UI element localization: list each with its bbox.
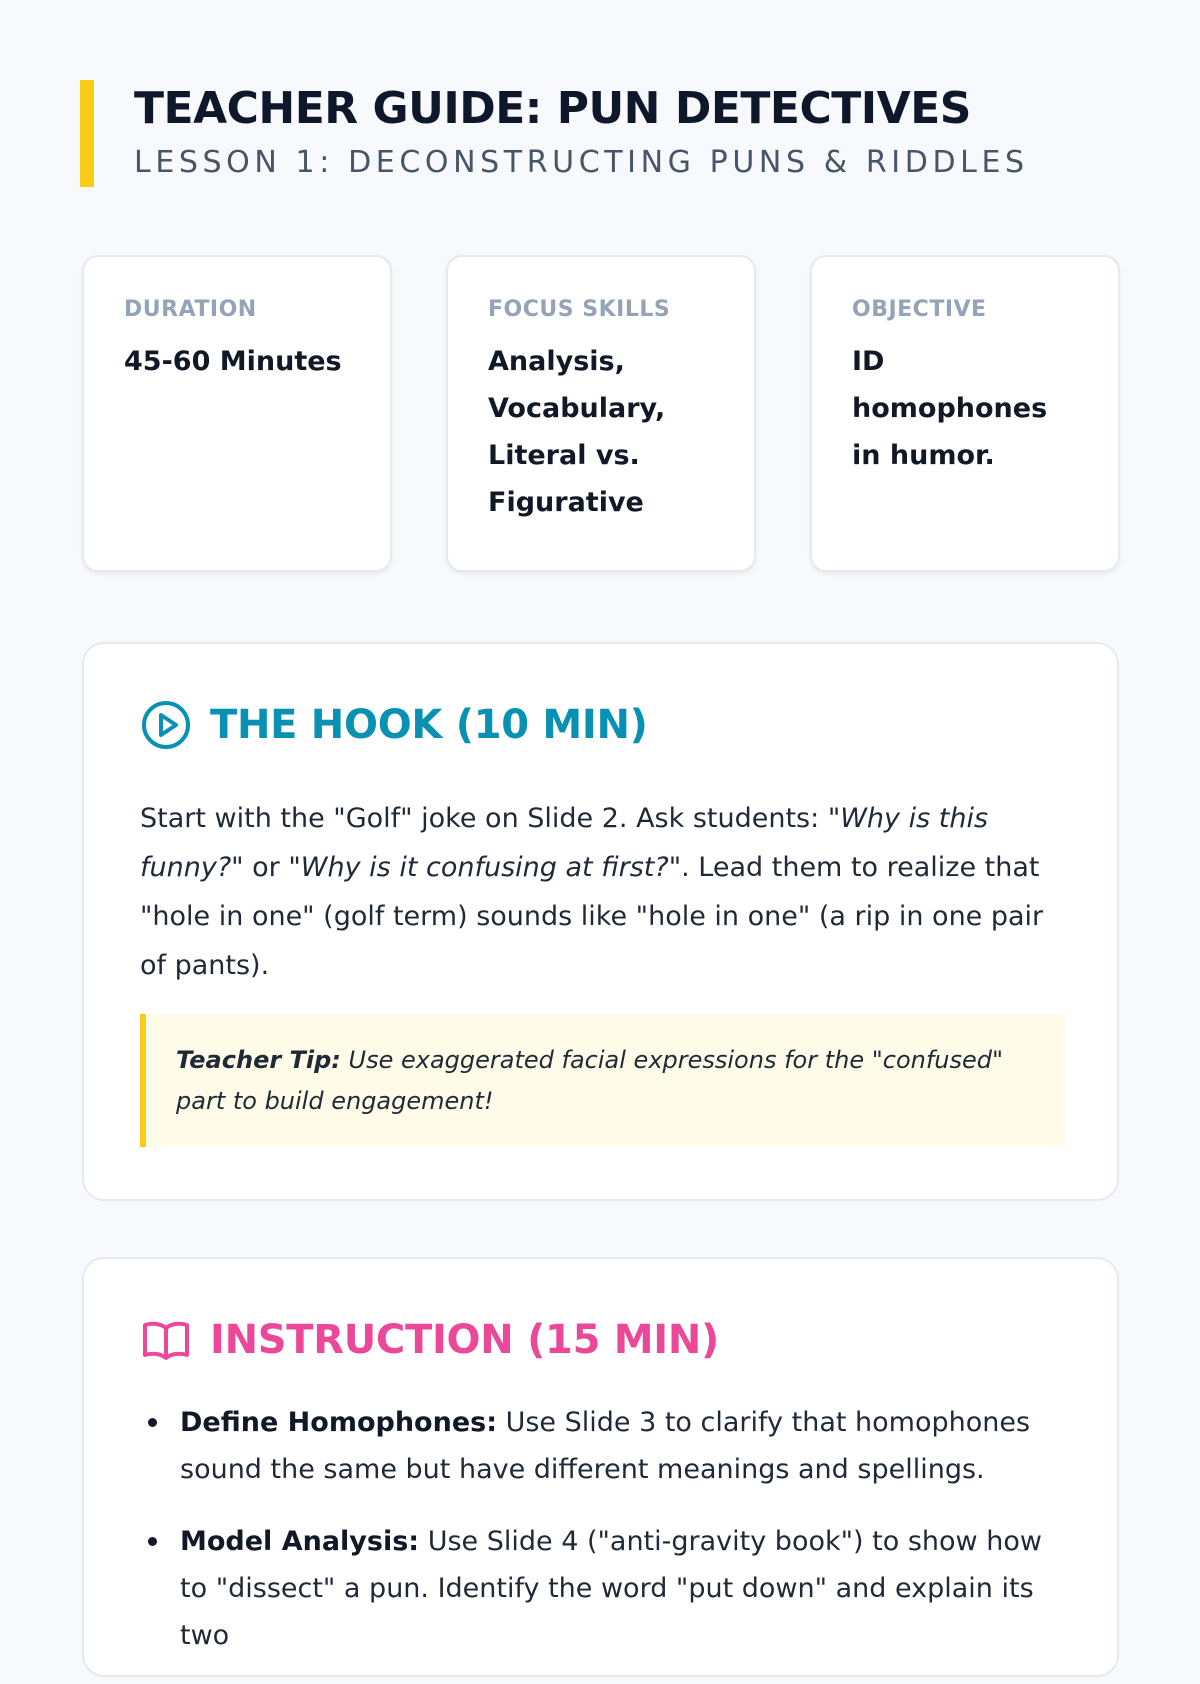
hook-text-1: Start with the "Golf" joke on Slide 2. Ask students: (140, 803, 828, 834)
list-item-text: Use Slide 4 ("anti-gravity book") to show how to "dissect" a pun. Identify the word "put down" and explain its two (180, 1526, 1042, 1651)
hook-text-2: or (243, 852, 289, 883)
list-item-text: Use Slide 3 to clarify that homophones sound the same but have different meanings and spellings. (180, 1407, 1031, 1485)
hook-text-3: . Lead them to realize that "hole in one" (golf term) sounds like "hole in one" (a rip in one pair of pants). (140, 852, 1044, 981)
page-header (80, 80, 1029, 187)
tip-text: Use exaggerated facial expressions for the "confused" part to build engagement! (176, 1046, 1004, 1115)
tip-label: Teacher Tip: (176, 1046, 341, 1074)
focus-skills-label: FOCUS SKILLS (488, 297, 671, 322)
hook-question-1: "Why is this funny?" (140, 803, 989, 883)
objective-value: ID homophones in humor. (852, 346, 1048, 471)
list-item-label: Define Homophones: (180, 1407, 497, 1438)
focus-skills-value: Analysis, Vocabulary, Literal vs. Figurative (488, 346, 666, 518)
hook-question-2: "Why is it confusing at first?" (288, 852, 682, 883)
hook-title: THE HOOK (10 MIN) (210, 702, 648, 748)
teacher-tip-callout (140, 1014, 1065, 1147)
instruction-list (140, 1399, 1065, 1684)
hook-section (82, 642, 1119, 1201)
duration-value: 45-60 Minutes (124, 346, 342, 377)
hook-heading (140, 699, 648, 751)
objective-card (810, 255, 1120, 572)
open-book-icon (140, 1314, 192, 1366)
instruction-title: INSTRUCTION (15 MIN) (210, 1317, 719, 1363)
focus-skills-card (446, 255, 756, 572)
list-item (140, 1518, 1065, 1659)
duration-card (82, 255, 392, 572)
list-item-label: Model Analysis: (180, 1526, 420, 1557)
instruction-heading (140, 1314, 719, 1366)
page-title: TEACHER GUIDE: PUN DETECTIVES (134, 83, 971, 134)
objective-label: OBJECTIVE (852, 297, 987, 322)
list-item (140, 1399, 1065, 1493)
instruction-section (82, 1257, 1119, 1677)
duration-label: DURATION (124, 297, 257, 322)
play-circle-icon (140, 699, 192, 751)
page-subtitle: LESSON 1: DECONSTRUCTING PUNS & RIDDLES (134, 145, 1029, 180)
hook-paragraph (140, 794, 1065, 990)
